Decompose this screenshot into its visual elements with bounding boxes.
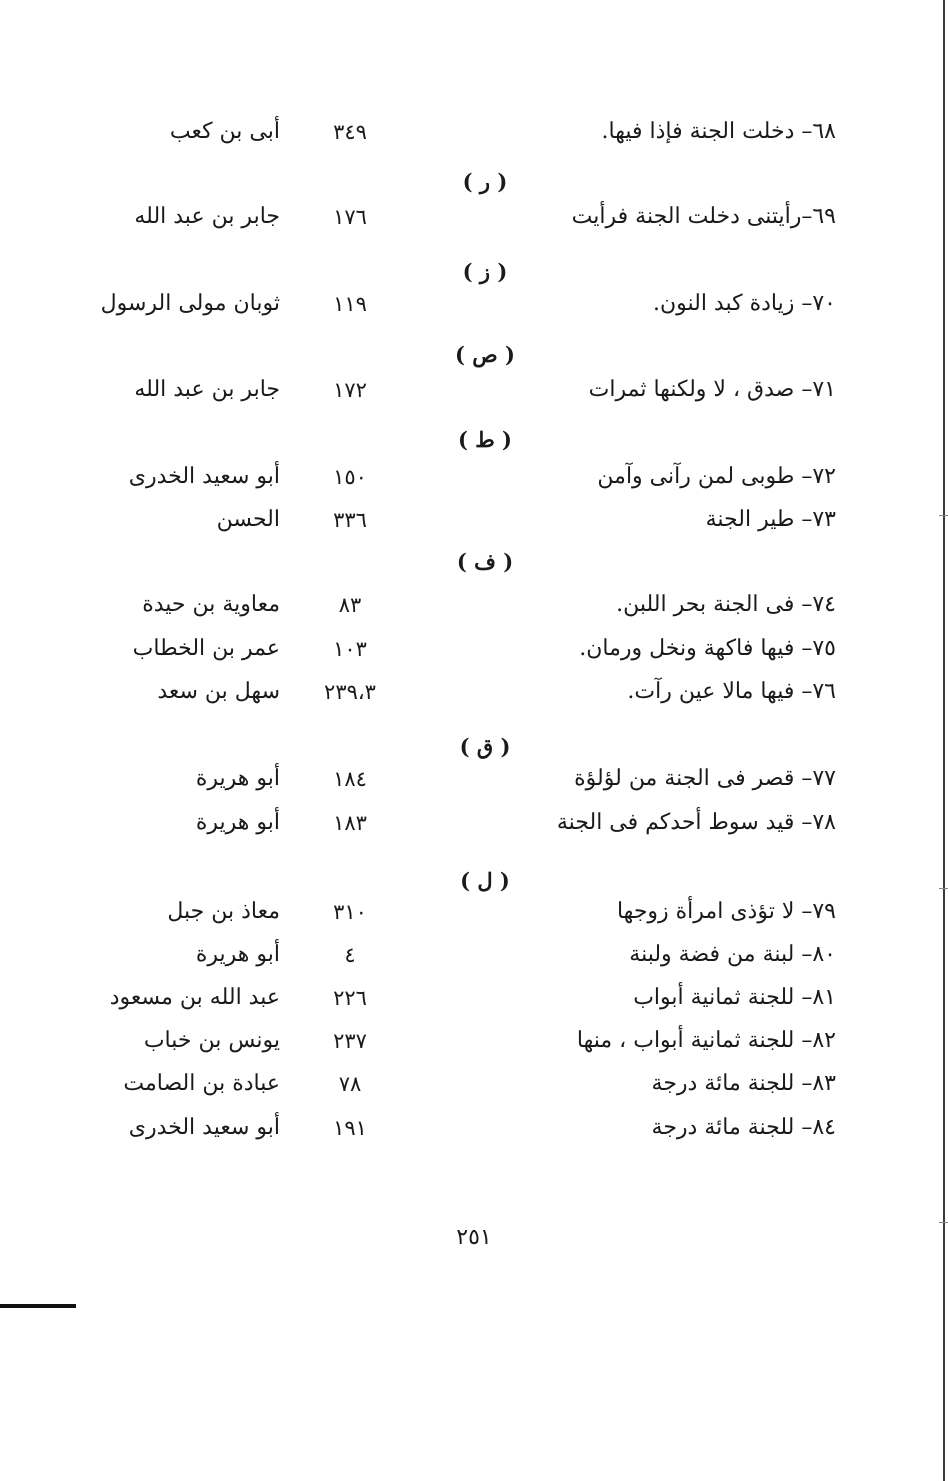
hadith-number: ٨٣ bbox=[338, 593, 362, 617]
scan-edge-mark bbox=[0, 1304, 76, 1308]
hadith-text: ٨٤– للجنة مائة درجة bbox=[651, 1115, 836, 1140]
index-entry-81 bbox=[0, 976, 948, 1020]
index-entry-77 bbox=[0, 757, 948, 801]
hadith-number: ٤ bbox=[344, 943, 356, 967]
narrator-name: أبى بن كعب bbox=[169, 119, 280, 144]
narrator-name: معاوية بن حيدة bbox=[142, 592, 280, 617]
narrator-name: أبو هريرة bbox=[195, 810, 280, 835]
index-entry-75 bbox=[0, 627, 948, 671]
section-letter: ( ل ) bbox=[460, 868, 510, 893]
narrator-name: جابر بن عبد الله bbox=[134, 377, 280, 402]
hadith-number: ١٧٦ bbox=[333, 205, 367, 229]
index-entry-74 bbox=[0, 583, 948, 627]
hadith-text: ٨١– للجنة ثمانية أبواب bbox=[633, 985, 836, 1010]
section-letter: ( ط ) bbox=[458, 427, 512, 452]
page-number: ٢٥١ bbox=[456, 1225, 492, 1250]
hadith-text: ٦٩–رأيتنى دخلت الجنة فرأيت bbox=[571, 204, 836, 229]
index-entry-83 bbox=[0, 1062, 948, 1106]
narrator-name: أبو هريرة bbox=[195, 766, 280, 791]
narrator-name: ثوبان مولى الرسول bbox=[100, 291, 280, 316]
hadith-number: ١٧٢ bbox=[333, 378, 367, 402]
hadith-number: ٣١٠ bbox=[333, 900, 367, 924]
index-entry-70 bbox=[0, 282, 948, 326]
narrator-name: جابر بن عبد الله bbox=[134, 204, 280, 229]
index-entry-72 bbox=[0, 455, 948, 499]
narrator-name: سهل بن سعد bbox=[157, 679, 280, 704]
index-entry-76 bbox=[0, 670, 948, 714]
index-entry-79 bbox=[0, 890, 948, 934]
margin-tick bbox=[939, 515, 948, 516]
hadith-number: ٣٤٩ bbox=[333, 120, 367, 144]
hadith-number: ١٨٣ bbox=[333, 811, 367, 835]
hadith-text: ٧٨– قيد سوط أحدكم فى الجنة bbox=[556, 810, 836, 835]
hadith-number: ٢٢٦ bbox=[333, 986, 367, 1010]
hadith-text: ٨٠– لبنة من فضة ولبنة bbox=[629, 942, 836, 967]
hadith-number: ١١٩ bbox=[333, 292, 367, 316]
index-entry-68 bbox=[0, 110, 948, 154]
letter-heading-fa bbox=[0, 540, 948, 584]
hadith-text: ٧٩– لا تؤذى امرأة زوجها bbox=[616, 899, 836, 924]
hadith-text: ٧٧– قصر فى الجنة من لؤلؤة bbox=[574, 766, 836, 791]
index-entry-73 bbox=[0, 498, 948, 542]
hadith-number: ٧٨ bbox=[338, 1072, 362, 1096]
hadith-text: ٧٥– فيها فاكهة ونخل ورمان. bbox=[579, 636, 836, 661]
narrator-name: يونس بن خباب bbox=[143, 1028, 280, 1053]
narrator-name: أبو سعيد الخدرى bbox=[128, 1115, 280, 1140]
margin-tick bbox=[939, 1222, 948, 1223]
hadith-number: ٢٣٧ bbox=[333, 1029, 367, 1053]
narrator-name: الحسن bbox=[216, 507, 280, 532]
narrator-name: أبو سعيد الخدرى bbox=[128, 464, 280, 489]
hadith-text: ٧٤– فى الجنة بحر اللبن. bbox=[616, 592, 836, 617]
section-letter: ( ق ) bbox=[459, 734, 511, 759]
index-entry-71 bbox=[0, 368, 948, 412]
narrator-name: عبد الله بن مسعود bbox=[109, 985, 280, 1010]
hadith-text: ٧١– صدق ، لا ولكنها ثمرات bbox=[588, 377, 836, 402]
section-letter: ( ف ) bbox=[456, 549, 514, 574]
hadith-number: ٢٣٩،٣ bbox=[324, 680, 376, 704]
index-entry-78 bbox=[0, 801, 948, 845]
margin-tick bbox=[939, 888, 948, 889]
narrator-name: عبادة بن الصامت bbox=[123, 1071, 280, 1096]
section-letter: ( ز ) bbox=[462, 259, 508, 284]
hadith-text: ٨٣– للجنة مائة درجة bbox=[651, 1071, 836, 1096]
hadith-text: ٧٣– طير الجنة bbox=[705, 507, 836, 532]
section-letter: ( ر ) bbox=[462, 169, 508, 194]
narrator-name: عمر بن الخطاب bbox=[132, 636, 280, 661]
index-entry-82 bbox=[0, 1019, 948, 1063]
hadith-number: ٣٣٦ bbox=[333, 508, 367, 532]
page-edge-line bbox=[943, 0, 945, 1481]
hadith-number: ١٩١ bbox=[333, 1116, 367, 1140]
index-entry-84 bbox=[0, 1106, 948, 1150]
hadith-number: ١٠٣ bbox=[333, 637, 367, 661]
section-letter: ( ص ) bbox=[455, 342, 515, 367]
hadith-text: ٧٢– طوبى لمن رآنى وآمن bbox=[597, 464, 836, 489]
narrator-name: أبو هريرة bbox=[195, 942, 280, 967]
hadith-text: ٦٨– دخلت الجنة فإذا فيها. bbox=[601, 119, 836, 144]
hadith-text: ٧٦– فيها مالا عين رآت. bbox=[627, 679, 836, 704]
hadith-number: ١٨٤ bbox=[333, 767, 367, 791]
index-entry-80 bbox=[0, 933, 948, 977]
index-entry-69 bbox=[0, 195, 948, 239]
narrator-name: معاذ بن جبل bbox=[167, 899, 280, 924]
hadith-text: ٨٢– للجنة ثمانية أبواب ، منها bbox=[576, 1028, 836, 1053]
hadith-number: ١٥٠ bbox=[333, 465, 367, 489]
hadith-text: ٧٠– زيادة كبد النون. bbox=[652, 291, 836, 316]
